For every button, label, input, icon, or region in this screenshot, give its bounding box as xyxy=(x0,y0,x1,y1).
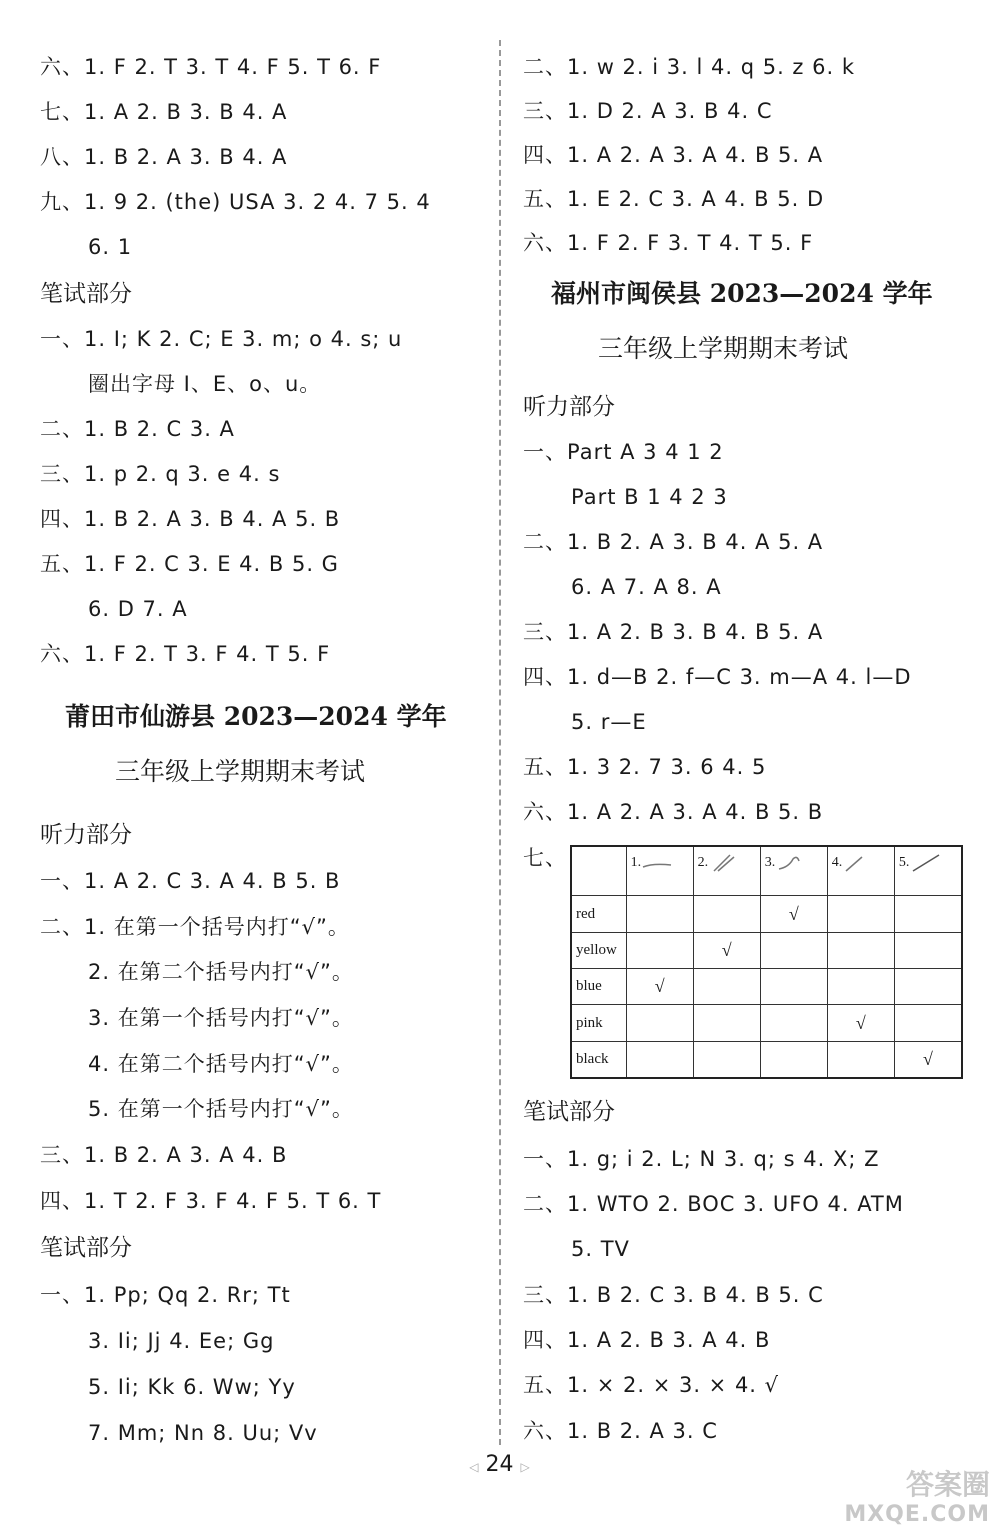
answer-line: 九、1. 9 2. (the) USA 3. 2 4. 7 5. 4 xyxy=(40,190,431,214)
table-cell xyxy=(626,1005,693,1041)
answer-line: 一、Part A 3 4 1 2 xyxy=(523,440,724,464)
answer-line: 八、1. B 2. A 3. B 4. A xyxy=(40,145,288,169)
color-answer-table xyxy=(570,845,963,1079)
pencil-sketch-icon xyxy=(708,853,742,873)
answer-line: 三、1. A 2. B 3. B 4. B 5. A xyxy=(523,620,824,644)
left-arrow-icon: ◁ xyxy=(469,1460,479,1474)
color-label: yellow xyxy=(571,932,626,968)
pencil-sketch-icon xyxy=(909,853,943,873)
section-heading: 笔试部分 xyxy=(40,281,132,307)
table-cell xyxy=(827,969,894,1005)
table-header-cell xyxy=(827,846,894,896)
color-label: red xyxy=(571,896,626,932)
table-row xyxy=(571,896,962,932)
table-cell xyxy=(827,932,894,968)
section-heading: 听力部分 xyxy=(523,394,615,420)
exam-subtitle: 三年级上学期期末考试 xyxy=(115,757,366,786)
table-header-cell xyxy=(693,846,760,896)
pencil-sketch-icon xyxy=(641,853,675,873)
answer-line: 二、1. B 2. C 3. A xyxy=(40,417,235,441)
exam-title: 福州市闽侯县 2023—2024 学年 xyxy=(551,279,933,308)
answer-line: 二、1. WTO 2. BOC 3. UFO 4. ATM xyxy=(523,1192,904,1216)
answer-line: 二、1. w 2. i 3. l 4. q 5. z 6. k xyxy=(523,55,856,79)
answer-line: 六、1. F 2. T 3. F 4. T 5. F xyxy=(40,642,331,666)
watermark-logo xyxy=(820,1470,990,1530)
table-corner-cell xyxy=(571,846,626,896)
table-cell xyxy=(894,1005,962,1041)
table-row xyxy=(571,969,962,1005)
table-cell xyxy=(693,896,760,932)
color-label: black xyxy=(571,1041,626,1078)
header-label: 1. xyxy=(630,855,642,871)
answer-line: 四、1. T 2. F 3. F 4. F 5. T 6. T xyxy=(40,1189,382,1213)
answer-line: 七、1. A 2. B 3. B 4. A xyxy=(40,100,288,124)
answer-line: 4. 在第二个括号内打“√”。 xyxy=(88,1052,354,1076)
answer-line: Part B 1 4 2 3 xyxy=(571,485,728,509)
header-label: 2. xyxy=(697,855,709,871)
table-cell xyxy=(693,969,760,1005)
exam-title: 莆田市仙游县 2023—2024 学年 xyxy=(65,702,447,731)
table-cell: √ xyxy=(760,896,827,932)
answer-line: 六、1. B 2. A 3. C xyxy=(523,1419,718,1443)
table-cell: √ xyxy=(626,969,693,1005)
answer-line: 一、1. A 2. C 3. A 4. B 5. B xyxy=(40,869,341,893)
table-cell xyxy=(760,1005,827,1041)
table-cell xyxy=(626,1041,693,1078)
table-cell xyxy=(894,969,962,1005)
answer-line: 一、1. I; K 2. C; E 3. m; o 4. s; u xyxy=(40,327,403,351)
table-cell xyxy=(693,1041,760,1078)
answer-line: 三、1. B 2. C 3. B 4. B 5. C xyxy=(523,1283,824,1307)
answer-line: 五、1. 3 2. 7 3. 6 4. 5 xyxy=(523,755,767,779)
answer-line: 5. TV xyxy=(571,1237,630,1261)
answer-line: 五、1. E 2. C 3. A 4. B 5. D xyxy=(523,187,825,211)
answer-line: 6. A 7. A 8. A xyxy=(571,575,722,599)
header-label: 4. xyxy=(831,855,843,871)
watermark-top: 答案圈 xyxy=(905,1468,990,1501)
section-heading: 听力部分 xyxy=(40,822,132,848)
table-header-cell xyxy=(626,846,693,896)
header-label: 3. xyxy=(764,855,776,871)
table-cell xyxy=(760,969,827,1005)
section-heading: 笔试部分 xyxy=(40,1235,132,1261)
answer-line: 三、1. B 2. A 3. A 4. B xyxy=(40,1143,288,1167)
header-label: 5. xyxy=(898,855,910,871)
answer-line: 五、1. × 2. × 3. × 4. √ xyxy=(523,1373,780,1397)
table-cell xyxy=(760,1041,827,1078)
answer-line: 五、1. F 2. C 3. E 4. B 5. G xyxy=(40,552,339,576)
color-label: blue xyxy=(571,969,626,1005)
answer-line: 一、1. Pp; Qq 2. Rr; Tt xyxy=(40,1283,291,1307)
answer-line: 六、1. F 2. T 3. T 4. F 5. T 6. F xyxy=(40,55,382,79)
column-divider xyxy=(499,40,501,1445)
pencil-sketch-icon xyxy=(775,853,809,873)
exam-subtitle: 三年级上学期期末考试 xyxy=(598,334,849,363)
table-cell xyxy=(760,932,827,968)
color-label: pink xyxy=(571,1005,626,1041)
answer-line: 四、1. A 2. B 3. A 4. B xyxy=(523,1328,771,1352)
page-number-value: 24 xyxy=(485,1452,514,1477)
answer-line: 三、1. D 2. A 3. B 4. C xyxy=(523,99,773,123)
right-arrow-icon: ▷ xyxy=(520,1460,530,1474)
answer-line: 圈出字母 I、E、o、u。 xyxy=(88,372,322,396)
answer-line: 二、1. 在第一个括号内打“√”。 xyxy=(40,915,350,939)
answer-line: 5. Ii; Kk 6. Ww; Yy xyxy=(88,1375,296,1399)
table-cell: √ xyxy=(894,1041,962,1078)
answer-line: 四、1. B 2. A 3. B 4. A 5. B xyxy=(40,507,341,531)
answer-line: 四、1. d—B 2. f—C 3. m—A 4. l—D xyxy=(523,665,912,689)
answer-line: 二、1. B 2. A 3. B 4. A 5. A xyxy=(523,530,824,554)
table-row xyxy=(571,932,962,968)
answer-line: 7. Mm; Nn 8. Uu; Vv xyxy=(88,1421,318,1445)
answer-line: 三、1. p 2. q 3. e 4. s xyxy=(40,462,281,486)
answer-line: 5. 在第一个括号内打“√”。 xyxy=(88,1097,354,1121)
watermark-bottom: MXQE.COM xyxy=(844,1502,990,1527)
table-header-row xyxy=(571,846,962,896)
answer-line: 3. Ii; Jj 4. Ee; Gg xyxy=(88,1329,275,1353)
answer-line: 2. 在第二个括号内打“√”。 xyxy=(88,960,354,984)
table-cell: √ xyxy=(827,1005,894,1041)
table-cell xyxy=(894,896,962,932)
answer-line: 6. D 7. A xyxy=(88,597,188,621)
table-cell: √ xyxy=(693,932,760,968)
answer-line: 6. 1 xyxy=(88,235,133,259)
answer-line: 六、1. A 2. A 3. A 4. B 5. B xyxy=(523,800,824,824)
answer-line: 5. r—E xyxy=(571,710,647,734)
table-header-cell xyxy=(760,846,827,896)
table-cell xyxy=(894,932,962,968)
answer-line: 一、1. g; i 2. L; N 3. q; s 4. X; Z xyxy=(523,1147,880,1171)
table-cell xyxy=(693,1005,760,1041)
answer-line: 七、 xyxy=(523,846,567,870)
answer-line: 四、1. A 2. A 3. A 4. B 5. A xyxy=(523,143,824,167)
section-heading: 笔试部分 xyxy=(523,1099,615,1125)
answer-line: 3. 在第一个括号内打“√”。 xyxy=(88,1006,354,1030)
pencil-sketch-icon xyxy=(842,853,876,873)
answer-line: 六、1. F 2. F 3. T 4. T 5. F xyxy=(523,231,814,255)
table-row xyxy=(571,1041,962,1078)
table-cell xyxy=(827,896,894,932)
table-cell xyxy=(626,896,693,932)
table-row xyxy=(571,1005,962,1041)
table-cell xyxy=(626,932,693,968)
table-cell xyxy=(827,1041,894,1078)
table-header-cell xyxy=(894,846,962,896)
